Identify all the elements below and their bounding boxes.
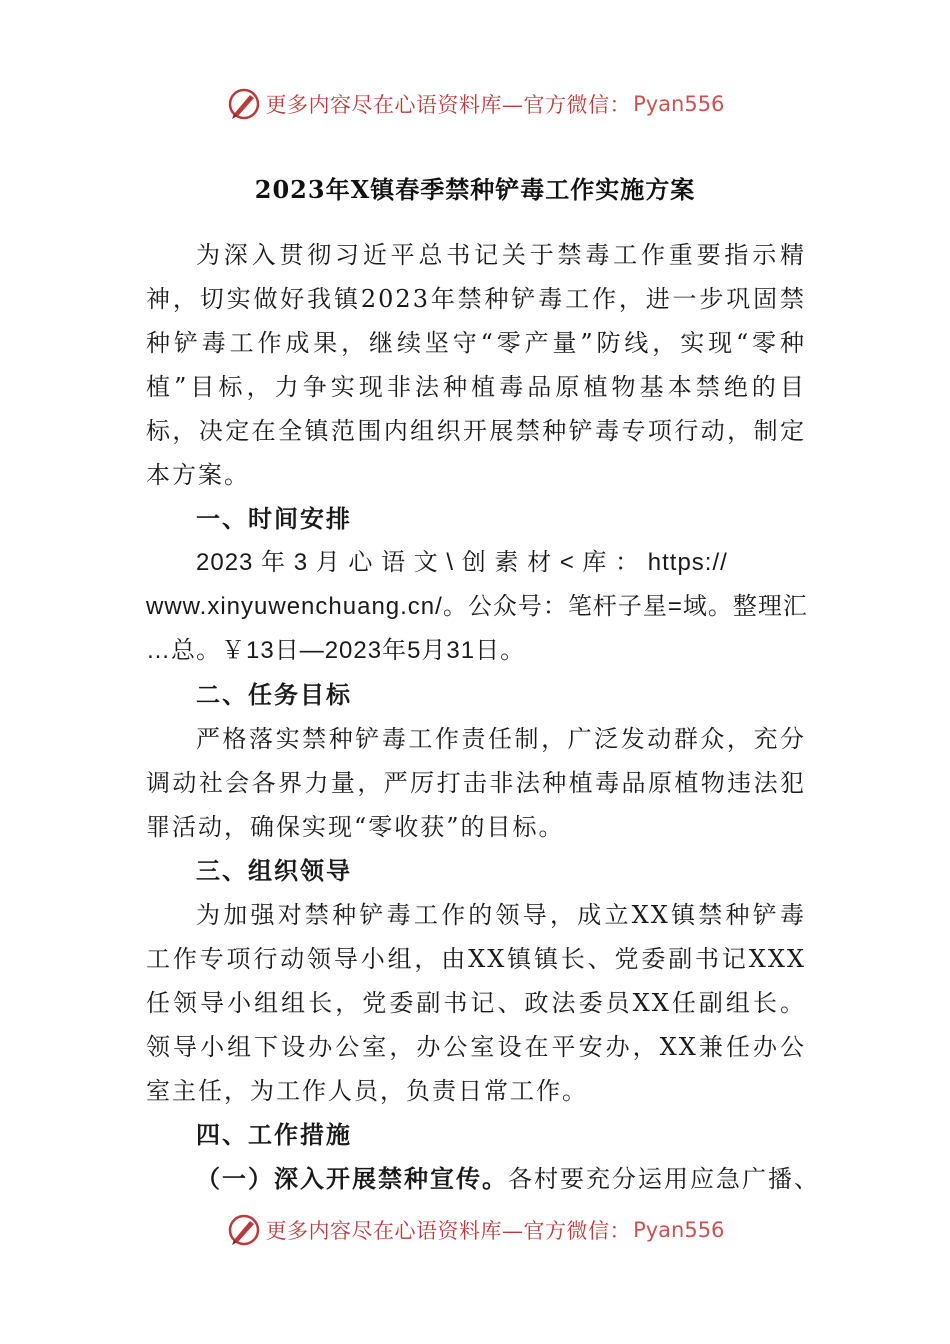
measures-subheading: （一）深入开展禁种宣传。: [196, 1164, 508, 1193]
pen-logo-icon: [226, 1212, 262, 1248]
banner-text: 更多内容尽在心语资料库—官方微信：: [265, 1219, 632, 1243]
banner-wechat-id: Pyan556: [633, 92, 725, 116]
section-heading-leadership: 三、组织领导: [196, 856, 352, 885]
schedule-line-1: 2023 年 3 月 心 语 文 \ 创 素 材 < 库 ： https://: [196, 549, 728, 576]
document-title: 2023年X镇春季禁种铲毒工作实施方案: [254, 175, 696, 204]
intro-paragraph: 为深入贯彻习近平总书记关于禁毒工作重要指示精神，切实做好我镇2023年禁种铲毒工作，进一步巩固禁种铲毒工作成果，继续坚守“零产量”防线，实现“零种植”目标，力争实现非法种植毒品原植物基本禁绝的目标，决定在全镇范围内组织开展禁种铲毒专项行动，制定本方案。: [146, 241, 806, 489]
schedule-paragraph: [146, 541, 806, 673]
banner-text: 更多内容尽在心语资料库—官方微信：: [265, 93, 632, 117]
measures-text: 各村要充分运用应急广播、: [508, 1165, 820, 1193]
measures-paragraph: [146, 1157, 820, 1201]
banner-wechat-id: Pyan556: [633, 1218, 725, 1242]
leadership-paragraph: 为加强对禁种铲毒工作的领导，成立XX镇禁种铲毒工作专项行动领导小组，由XX镇镇长、党委副书记XXX任领导小组组长，党委副书记、政法委员XX任副组长。领导小组下设办公室，办公室设在平安办，XX兼任办公室主任，为工作人员，负责日常工作。: [146, 901, 806, 1105]
schedule-line-2: www.xinyuwenchuang.cn/。公众号：笔杆子星=域。整理汇: [146, 593, 808, 620]
section-heading-goals: 二、任务目标: [196, 680, 352, 709]
document-body: [146, 233, 820, 1201]
section-heading-measures: 四、工作措施: [196, 1120, 352, 1149]
schedule-line-3: …总。￥13日—2023年5月31日。: [146, 637, 526, 664]
goals-paragraph: 严格落实禁种铲毒工作责任制，广泛发动群众，充分调动社会各界力量，严厉打击非法种植毒品原植物违法犯罪活动，确保实现“零收获”的目标。: [146, 725, 806, 841]
header-watermark-banner: [0, 82, 950, 126]
pen-logo-icon: [226, 86, 262, 122]
footer-watermark-banner: [0, 1208, 950, 1252]
section-heading-schedule: 一、时间安排: [196, 504, 352, 533]
